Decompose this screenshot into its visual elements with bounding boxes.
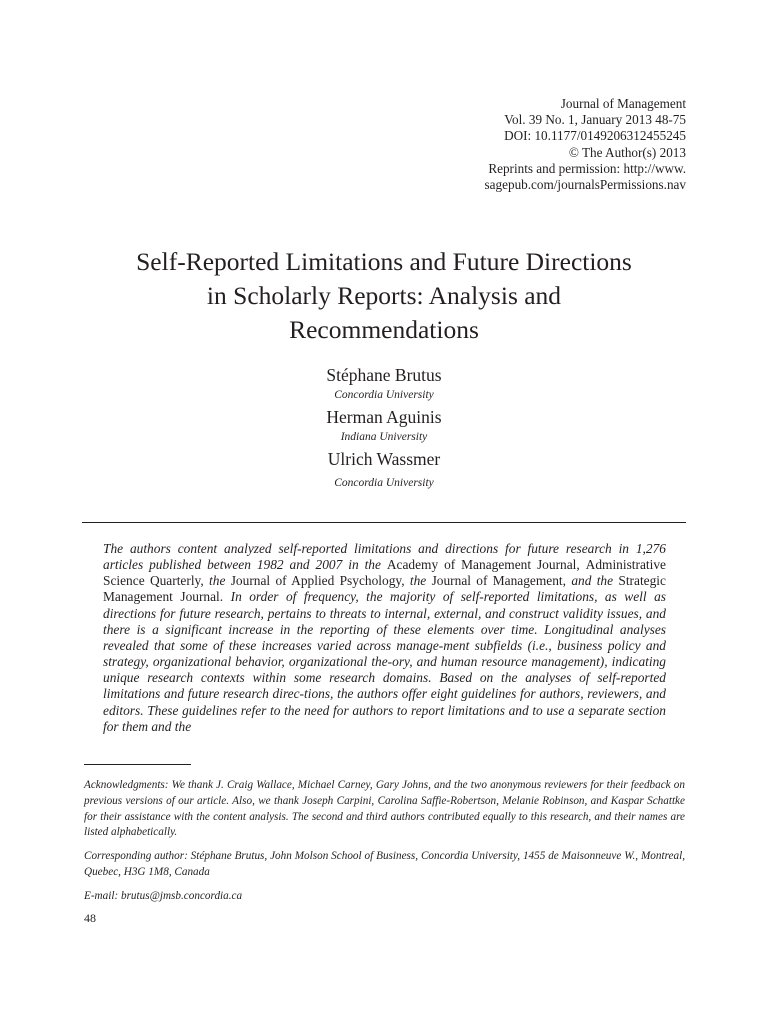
journal-title-ref: Administrative Science Quarterly,	[103, 557, 666, 589]
header-divider	[82, 522, 686, 523]
title-line-2: in Scholarly Reports: Analysis and	[206, 281, 562, 310]
abstract-text: The authors content analyzed self-reported limitations and directions for future research in 1,276 articles published between 1982 and 2007 in	[103, 541, 666, 573]
article-title	[60, 245, 708, 347]
title-line-3: Recommendations	[289, 315, 479, 344]
journal-reprints-url[interactable]: sagepub.com/journalsPermissions.nav	[484, 177, 686, 193]
journal-name: Journal of Management	[560, 96, 686, 111]
journal-title-ref: Academy of Management Journal,	[386, 557, 580, 573]
abstract-text: the	[364, 557, 381, 573]
author-affiliation: Concordia University	[334, 477, 434, 489]
journal-title-ref: Journal of Applied Psychology,	[230, 573, 405, 589]
author-list	[84, 363, 684, 493]
footnotes	[84, 778, 685, 913]
title-line-1: Self-Reported Limitations and Future Directions	[136, 247, 632, 276]
journal-reprints: Reprints and permission: http://www.	[488, 160, 686, 176]
author-name: Ulrich Wassmer	[327, 449, 441, 469]
abstract-text: the	[409, 573, 427, 589]
abstract	[103, 541, 666, 735]
abstract-text: the	[209, 573, 226, 589]
journal-doi: DOI: 10.1177/0149206312455245	[504, 128, 686, 144]
acknowledgments: Acknowledgments: We thank J. Craig Wallace, Michael Carney, Gary Johns, and the two anonymous reviewers for their feedback on previous versions of our article. Also, we thank Joseph Carpini, Carolina Saffie-Robertson, Melanie Robinson, and Kaspar Schattke for their assistance with the content analysis. The second and third authors contributed equally to this research, and their names are listed alphabetically.	[84, 779, 685, 839]
page-number: 48	[84, 911, 96, 925]
abstract-text: In order of frequency, the majority of self-reported limitations, as well as directions for future research, pertains to threats to internal, external, and construct validity issues, and there is a significant increase in the reporting of these elements over time. Longitudinal analyses revealed that some of these increases varied across manage-ment subfields (i.e., business policy and strategy, organizational behavior, organizational the-ory, and human resource management), indicating unique research contexts within some research domains. Based on the analyses of self-reported limitations and future research direc-tions, the authors offer eight guidelines for authors, reviewers, and editors. These guidelines refer to the need for authors to report limitations and to use a separate section for them and the	[103, 589, 666, 734]
journal-copyright: © The Author(s) 2013	[568, 144, 686, 160]
journal-title-ref: Journal of Management,	[431, 573, 566, 589]
author-name: Herman Aguinis	[326, 407, 442, 427]
footnote-divider	[84, 764, 191, 765]
author-affiliation: Concordia University	[334, 389, 434, 401]
journal-title-ref: Strategic Management Journal.	[103, 573, 666, 605]
author-affiliation: Indiana University	[340, 431, 428, 443]
journal-volume: Vol. 39 No. 1, January 2013 48-75	[504, 112, 686, 128]
abstract-text: and the	[571, 573, 614, 589]
corresponding-author: Corresponding author: Stéphane Brutus, John Molson School of Business, Concordia University, 1455 de Maisonneuve W., Montreal, Quebec, H3G 1M8, Canada	[84, 850, 685, 878]
author-name: Stéphane Brutus	[326, 365, 442, 385]
journal-info	[485, 96, 686, 193]
author-email[interactable]: E-mail: brutus@jmsb.concordia.ca	[84, 889, 243, 902]
